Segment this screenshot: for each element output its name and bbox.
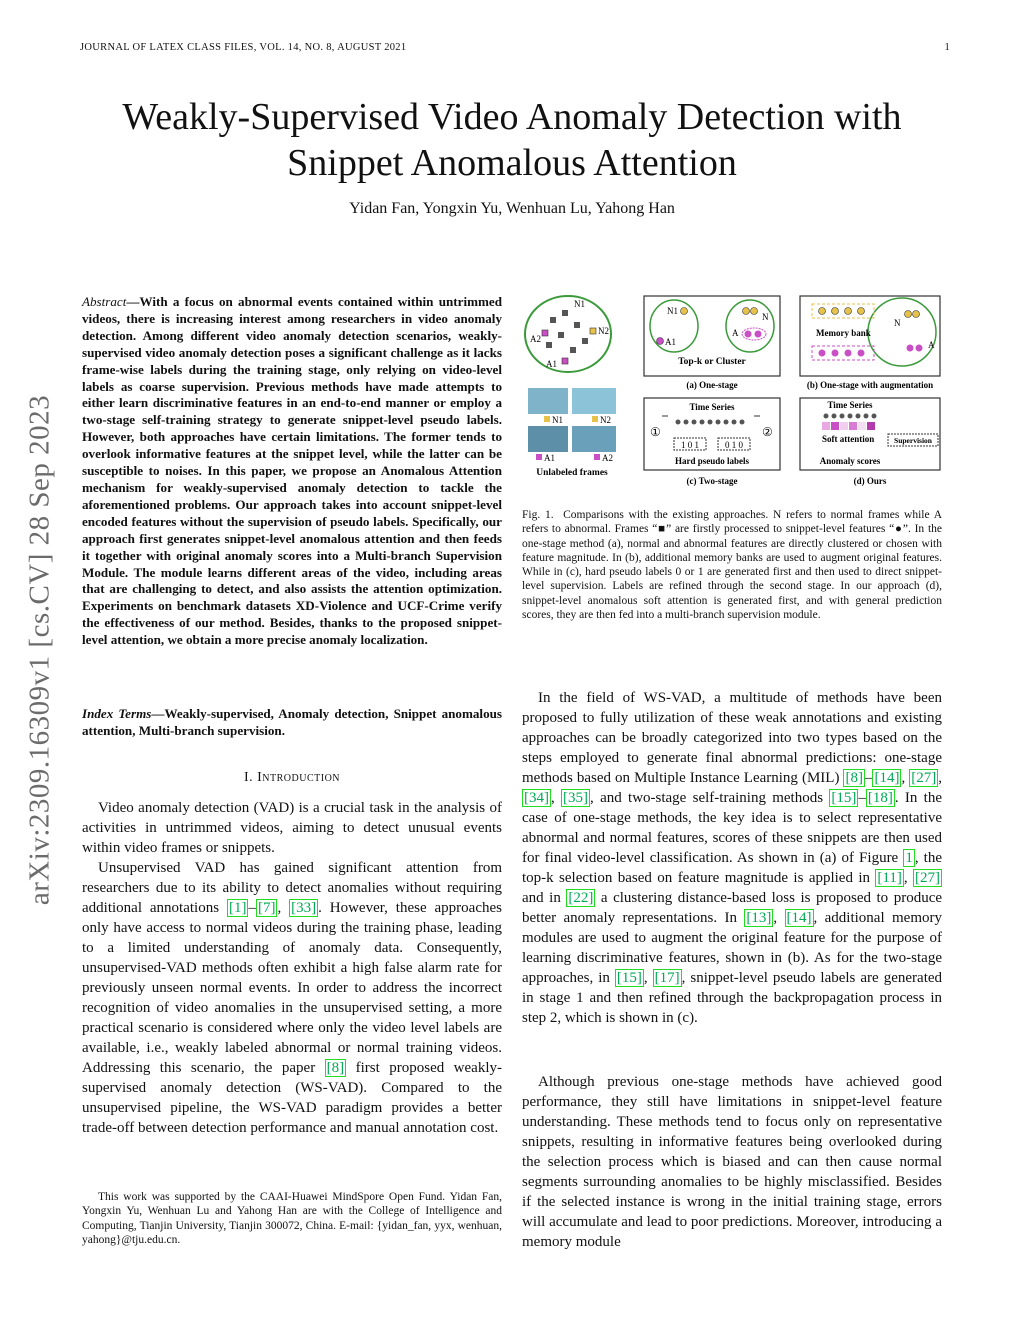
panel-one-stage bbox=[644, 296, 780, 390]
citation-link[interactable]: [8] bbox=[326, 1060, 345, 1076]
text-run: , snippet-level pseudo labels are generated in stage 1 and then refined through the backpropagation process in step 2, which is shown in (c). bbox=[522, 970, 943, 1026]
text-run: and in bbox=[522, 890, 567, 906]
panel-ours bbox=[800, 398, 940, 486]
section-heading bbox=[82, 770, 502, 786]
figure-caption bbox=[522, 508, 942, 622]
citation-link[interactable]: [15] bbox=[616, 970, 642, 986]
abstract-label: Abstract bbox=[82, 294, 127, 309]
right-paragraph-2 bbox=[522, 1072, 942, 1252]
panel-two-stage bbox=[644, 398, 780, 486]
text-run: , and two-stage self-training methods bbox=[590, 790, 830, 806]
citation-link[interactable]: [35] bbox=[563, 790, 589, 806]
citation-link[interactable]: [18] bbox=[867, 790, 893, 806]
citation-link[interactable]: [1] bbox=[228, 900, 247, 916]
figure-link[interactable]: 1 bbox=[905, 850, 913, 866]
citation-link[interactable]: [34] bbox=[524, 790, 549, 806]
label-a1: A1 bbox=[665, 337, 676, 347]
label-a: A bbox=[732, 328, 739, 338]
journal-header: JOURNAL OF LATEX CLASS FILES, VOL. 14, NO. 8, AUGUST 2021 bbox=[80, 42, 407, 53]
index-terms bbox=[82, 706, 502, 740]
figure-1 bbox=[522, 292, 942, 492]
citation-link[interactable]: [11] bbox=[877, 870, 902, 886]
text-run: In the field of WS-VAD, a multitude of methods have been proposed to fully utilization of these weak annotations and existing approaches can be broadly categorized into two types based on the steps employed to generate final abnormal predictions: one-stage methods based on Multiple Instance Learning (MIL) bbox=[522, 690, 942, 786]
index-terms-label: Index Terms bbox=[82, 706, 152, 721]
label-n2: N2 bbox=[598, 326, 609, 336]
topk-label: Top-k or Cluster bbox=[678, 357, 746, 367]
soft-attention-label: Soft attention bbox=[822, 434, 875, 444]
caption-a: (a) One-stage bbox=[686, 380, 738, 390]
citation-link[interactable]: [33] bbox=[291, 900, 317, 916]
citation-link[interactable]: [22] bbox=[568, 890, 594, 906]
paper-title: Weakly-Supervised Video Anomaly Detection with Snippet Anomalous Attention bbox=[122, 96, 902, 184]
author-list: Yidan Fan, Yongxin Yu, Wenhuan Lu, Yahong Han bbox=[349, 200, 675, 217]
label-n: N bbox=[762, 312, 769, 322]
right-p2-text: Although previous one-stage methods have achieved good performance, they still have limitations in snippet-level feature understanding. These methods tend to focus only on representative snippets, resulting in informative features being overlooked during the selection process which is biased and can then cause normal segments surrounding anomalies to be highly misclassified. Besides if the selected instance is wrong in the initial training stage, errors will accumulate and lead to poor predictions. Moreover, introducing a memory module bbox=[522, 1074, 942, 1250]
abstract bbox=[82, 294, 502, 649]
text-run: , additional memory modules are used to augment the original feature for the purpose of learning discriminative features, shown in (b). As for the two-stage approaches, in bbox=[522, 910, 943, 986]
intro-p2-c: first proposed weakly-supervised anomaly detection (WS-VAD). Compared to the unsupervised pipeline, the WS-VAD paradigm provides a better trade-off between detection performance and manual annotation cost. bbox=[82, 1060, 502, 1136]
caption-b: (b) One-stage with augmentation bbox=[806, 380, 934, 390]
frame-thumb bbox=[572, 388, 616, 414]
intro-paragraph-1 bbox=[82, 798, 502, 858]
citation-link[interactable]: [7] bbox=[257, 900, 276, 916]
citation-link[interactable]: [27] bbox=[915, 870, 940, 886]
citation-link[interactable]: [14] bbox=[874, 770, 900, 786]
panel-augmentation bbox=[800, 296, 940, 390]
citation-link[interactable]: [17] bbox=[654, 970, 680, 986]
citation-link[interactable]: [27] bbox=[911, 770, 937, 786]
text-run: , the top-k selection based on feature magnitude is applied in bbox=[522, 850, 943, 886]
index-terms-text: —Weakly-supervised, Anomaly detection, Snippet anomalous attention, Multi-branch supervision. bbox=[82, 706, 502, 738]
label-a1: A1 bbox=[546, 359, 557, 369]
text-run: a clustering distance-based loss is proposed to produce better anomaly representations. In bbox=[522, 890, 943, 926]
footnote-text: This work was supported by the CAAI-Huawei MindSpore Open Fund. Yidan Fan, Yongxin Yu, Wenhuan Lu and Yahong Han are with the College of Intelligence and Computing, Tianjin University, Tianjin 300072, China. E-mail: {yidan_fan, yyx, wenhuan, yahong}@tju.edu.cn. bbox=[82, 1191, 502, 1246]
label-a2: A2 bbox=[530, 334, 541, 344]
label-a1: A1 bbox=[544, 453, 555, 463]
panel-unlabeled bbox=[525, 296, 616, 478]
caption-d: (d) Ours bbox=[853, 476, 887, 486]
caption-c: (c) Two-stage bbox=[686, 476, 738, 486]
intro-p2-b: . However, these approaches only have access to normal videos during the training phase, leading to a limited understanding of anomaly data. Consequently, unsupervised-VAD methods often exhibit a high false alarm rate for previously unseen normal events. In order to address the incorrect recognition of video anomalies in the unsupervised setting, a more practical scenario is considered where only the video level labels are available, i.e., weakly labeled abnormal or normal training videos. Addressing this scenario, the paper bbox=[82, 900, 502, 1076]
pseudo-label-bits: 1 0 1 bbox=[681, 440, 699, 450]
supervision-label: Supervision bbox=[894, 436, 932, 445]
footnote bbox=[82, 1190, 502, 1247]
stage-2-marker: ② bbox=[762, 425, 773, 439]
arxiv-id: arXiv:2309.16309v1 [cs.CV] 28 Sep 2023 bbox=[23, 394, 56, 906]
label-n: N bbox=[894, 318, 901, 328]
citation-link[interactable]: [8] bbox=[845, 770, 863, 786]
hard-pseudo-labels: Hard pseudo labels bbox=[674, 456, 750, 466]
running-header bbox=[80, 42, 950, 53]
unlabeled-frames-label: Unlabeled frames bbox=[536, 468, 608, 478]
stage-1-marker: ① bbox=[650, 425, 661, 439]
intro-p1-text: Video anomaly detection (VAD) is a crucial task in the analysis of activities in untrimmed videos, aiming to detect unusual events within video frames or snippets. bbox=[82, 800, 502, 856]
right-paragraph-1: In the field of WS-VAD, a multitude of methods have been proposed to fully utilization of these weak annotations and existing approaches can be broadly categorized into two types based on the steps employed to generate final abnormal predictions: one-stage methods based on Multiple Instance Learning (MIL) [8] – [14] , [27] , [34] , [35] , and two-stage self-training methods [15] – [18] . In the case of one-stage methods, the key idea is to select representative abnormal and normal features, scores of these snippets are then used for final video-level classification. As shown in (a) of Figure 1 , the top-k selection based on feature magnitude is applied in [11] , [27] and in [22] a clustering distance-based loss is proposed to produce better anomaly representations. In [13] , [14] , additional memory modules are used to augment the original feature for the purpose of learning discriminative features, shown in (b). As for the two-stage approaches, in [15] , [17] , snippet-level pseudo labels are generated in stage 1 and then refined through the backpropagation process in step 2, which is shown in (c). bbox=[522, 690, 943, 1026]
anomaly-scores-label: Anomaly scores bbox=[819, 456, 881, 466]
time-series-label: Time Series bbox=[827, 400, 873, 410]
intro-p2-a: Unsupervised VAD has gained significant attention from researchers due to its ability to detect anomalies without requiring additional annotations bbox=[82, 860, 502, 916]
frame-thumb bbox=[528, 426, 568, 452]
frame-thumb bbox=[528, 388, 568, 414]
label-a: A bbox=[928, 340, 935, 350]
label-n1: N1 bbox=[574, 299, 585, 309]
arxiv-stamp bbox=[20, 350, 60, 950]
abstract-text: —With a focus on abnormal events contained within untrimmed videos, there is increasing interest among researchers in video anomaly detection. Among different video anomaly detection scenarios, weakly-supervised video anomaly detection poses a significant challenge as it lacks frame-wise labels during the training stage, only relying on video-level labels as coarse supervision. Previous methods have made attempts to either learn discriminative features in an end-to-end manner or employ a two-stage self-training strategy to generate snippet-level pseudo labels. However, both approaches have certain limitations. The former tends to overlook informative features at the snippet level, while the latter can be susceptible to noises. In this paper, we propose an Anomalous Attention mechanism for weakly-supervised anomaly detection to tackle the aforementioned problems. Our approach takes into account snippet-level encoded features without the supervision of pseudo labels. Specifically, our approach first generates snippet-level anomalous attention and then feeds it together with original anomaly scores into a Multi-branch Supervision Module. The module learns different areas of the video, including areas that are challenging to detect, and also assists the attention optimization. Experiments on benchmark datasets XD-Violence and UCF-Crime verify the effectiveness of our method. Besides, thanks to the proposed snippet-level attention, we obtain a more precise anomaly localization. bbox=[82, 294, 502, 648]
label-n1: N1 bbox=[667, 306, 678, 316]
figure-caption-label: Fig. 1. bbox=[522, 509, 554, 521]
memory-bank-label: Memory bank bbox=[816, 328, 871, 338]
frame-thumb bbox=[572, 426, 616, 452]
citation-link[interactable]: [15] bbox=[831, 790, 857, 806]
pseudo-label-bits: 0 1 0 bbox=[725, 440, 743, 450]
label-n2: N2 bbox=[600, 415, 611, 425]
text-run: . In the case of one-stage methods, the key idea is to select representative abnormal and normal features, scores of these snippets are then used for final video-level classification. As shown in (a) of Figure bbox=[522, 790, 942, 866]
page-number: 1 bbox=[944, 42, 950, 53]
label-a2: A2 bbox=[602, 453, 613, 463]
figure-caption-text: Comparisons with the existing approaches. N refers to normal frames while A refers to abnormal. Frames “■” are firstly processed to snippet-level features “●”. In the one-stage method (a), normal and abnormal features are directly clustered or chosen with feature magnitude. In (b), additional memory banks are used to augment original features. While in (c), hard pseudo labels 0 or 1 are generated first and then used to direct snippet-level supervision. Labels are refined through the second stage. In our approach (d), snippet-level anomalous soft attention is generated first, and with general prediction scores, they are then fed into a multi-branch supervision module. bbox=[522, 509, 943, 622]
intro-paragraph-2: Unsupervised VAD has gained significant attention from researchers due to its ability to detect anomalies without requiring additional annotations [1] – [7] , [33] . However, these approaches only have access to normal videos during the training phase, leading to a limited understanding of anomaly data. Consequently, unsupervised-VAD methods often exhibit a high false alarm rate for previously unseen normal events. In order to address the incorrect recognition of video anomalies in the unsupervised setting, a more practical scenario is considered where only the video level labels are available, i.e., weakly labeled abnormal or normal training videos. Addressing this scenario, the paper [8] first proposed weakly-supervised anomaly detection (WS-VAD). Compared to the unsupervised pipeline, the WS-VAD paradigm provides a better trade-off between detection performance and manual annotation cost. bbox=[82, 860, 502, 1136]
label-n1: N1 bbox=[552, 415, 563, 425]
section-title: Introduction bbox=[257, 770, 341, 785]
citation-link[interactable]: [14] bbox=[786, 910, 812, 926]
time-series-label: Time Series bbox=[689, 402, 735, 412]
citation-link[interactable]: [13] bbox=[746, 910, 772, 926]
section-number: I. bbox=[243, 770, 254, 785]
